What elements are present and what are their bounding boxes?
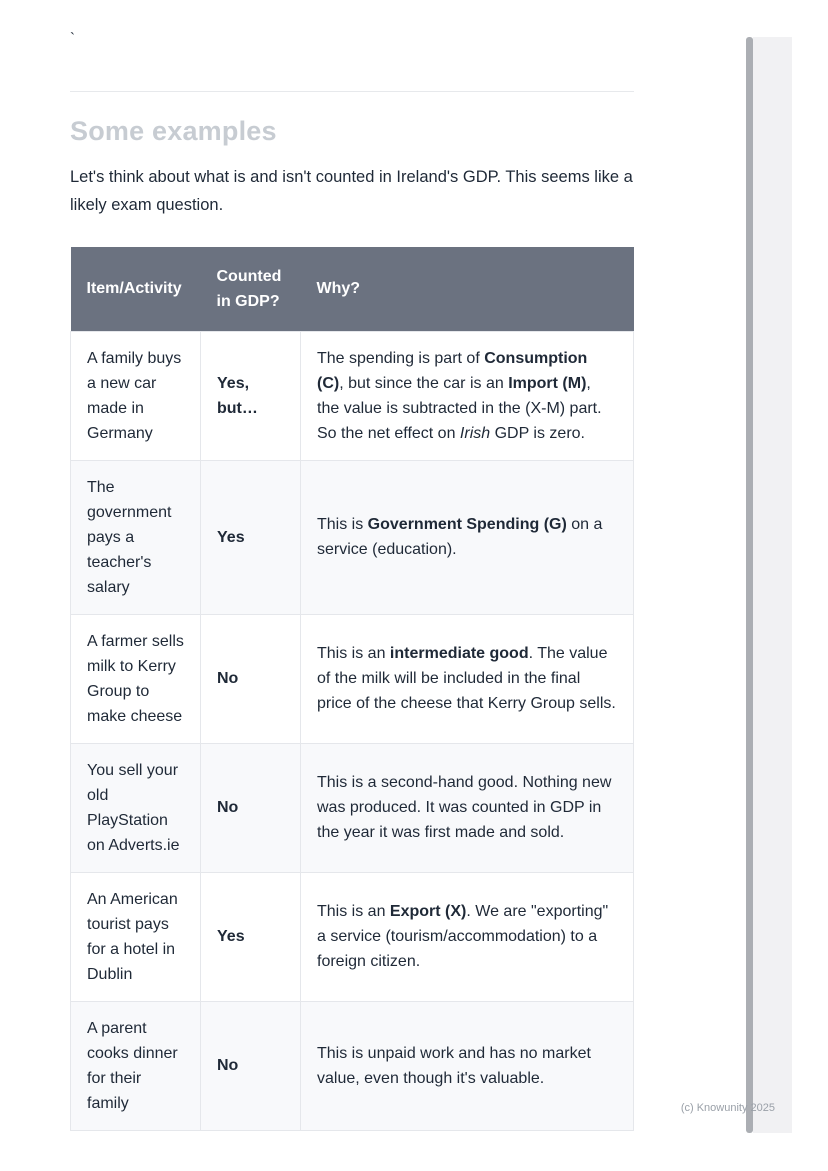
why-text: The spending is part of	[317, 349, 485, 367]
why-cell	[301, 331, 634, 460]
counted-in-gdp-cell: Yes	[201, 460, 301, 614]
item-activity-cell: You sell your old PlayStation on Adverts.ie	[71, 743, 201, 872]
watermark: (c) Knowunity 2025	[680, 1102, 775, 1114]
table-row	[71, 872, 634, 1001]
why-cell	[301, 614, 634, 743]
why-text-bold: intermediate good	[389, 645, 529, 662]
counted-in-gdp-cell: No	[201, 743, 301, 872]
why-text: , but since the car is an	[339, 374, 509, 392]
col-header-why: Why?	[301, 247, 634, 331]
header-row	[71, 247, 634, 331]
col-header-counted-in-gdp: Counted in GDP?	[201, 247, 301, 331]
why-text: , the value is subtracted in the (X-M) part. So the net effect on	[317, 374, 602, 442]
item-activity-cell: The government pays a teacher's salary	[71, 460, 201, 614]
why-text: on a service (education).	[317, 516, 603, 558]
why-cell	[301, 1001, 634, 1130]
counted-in-gdp-cell: No	[201, 1001, 301, 1130]
why-text-bold: Import (M)	[508, 374, 587, 392]
why-text: This is a second-hand good. Nothing new was produced. It was counted in GDP in the year it was first made and sold.	[317, 774, 612, 841]
page-gutter	[753, 37, 792, 1133]
intro-paragraph: Let's think about what is and isn't counted in Ireland's GDP. This seems like a likely exam question.	[70, 168, 633, 214]
table-row	[71, 614, 634, 743]
why-text: GDP is zero.	[490, 424, 585, 442]
table-body	[71, 331, 634, 1130]
divider	[70, 91, 634, 92]
why-text-bold: Consumption (C)	[317, 349, 588, 392]
why-text: This is an	[317, 903, 390, 920]
why-text: This is an	[317, 645, 390, 662]
item-activity-cell: A farmer sells milk to Kerry Group to make cheese	[71, 614, 201, 743]
scrollbar-thumb[interactable]	[746, 37, 753, 1133]
why-text: . The value of the milk will be included in the final price of the cheese that Kerry Group sells.	[317, 645, 616, 712]
table-row	[71, 1001, 634, 1130]
why-text-bold: Export (X)	[389, 903, 467, 920]
table-header	[71, 247, 634, 331]
counted-in-gdp-cell: No	[201, 614, 301, 743]
section-heading: Some examples	[70, 116, 277, 146]
why-cell	[301, 872, 634, 1001]
why-cell	[301, 460, 634, 614]
why-text: This is unpaid work and has no market value, even though it's valuable.	[317, 1044, 591, 1087]
item-activity-cell: A family buys a new car made in Germany	[71, 331, 201, 460]
item-activity-cell: An American tourist pays for a hotel in Dublin	[71, 872, 201, 1001]
table-row	[71, 460, 634, 614]
item-activity-cell: A parent cooks dinner for their family	[71, 1001, 201, 1130]
counted-in-gdp-cell: Yes, but…	[201, 331, 301, 460]
gdp-examples-table	[70, 247, 634, 1131]
col-header-item-activity: Item/Activity	[71, 247, 201, 331]
table-row	[71, 743, 634, 872]
why-text: . We are "exporting" a service (tourism/accommodation) to a foreign citizen.	[317, 903, 609, 970]
document-content	[70, 0, 634, 1131]
stray-backtick: `	[70, 30, 75, 47]
why-text-italic: Irish	[459, 424, 491, 442]
why-cell	[301, 743, 634, 872]
counted-in-gdp-cell: Yes	[201, 872, 301, 1001]
why-text: This is	[317, 516, 368, 533]
why-text-bold: Government Spending (G)	[367, 516, 567, 533]
table-row	[71, 331, 634, 460]
